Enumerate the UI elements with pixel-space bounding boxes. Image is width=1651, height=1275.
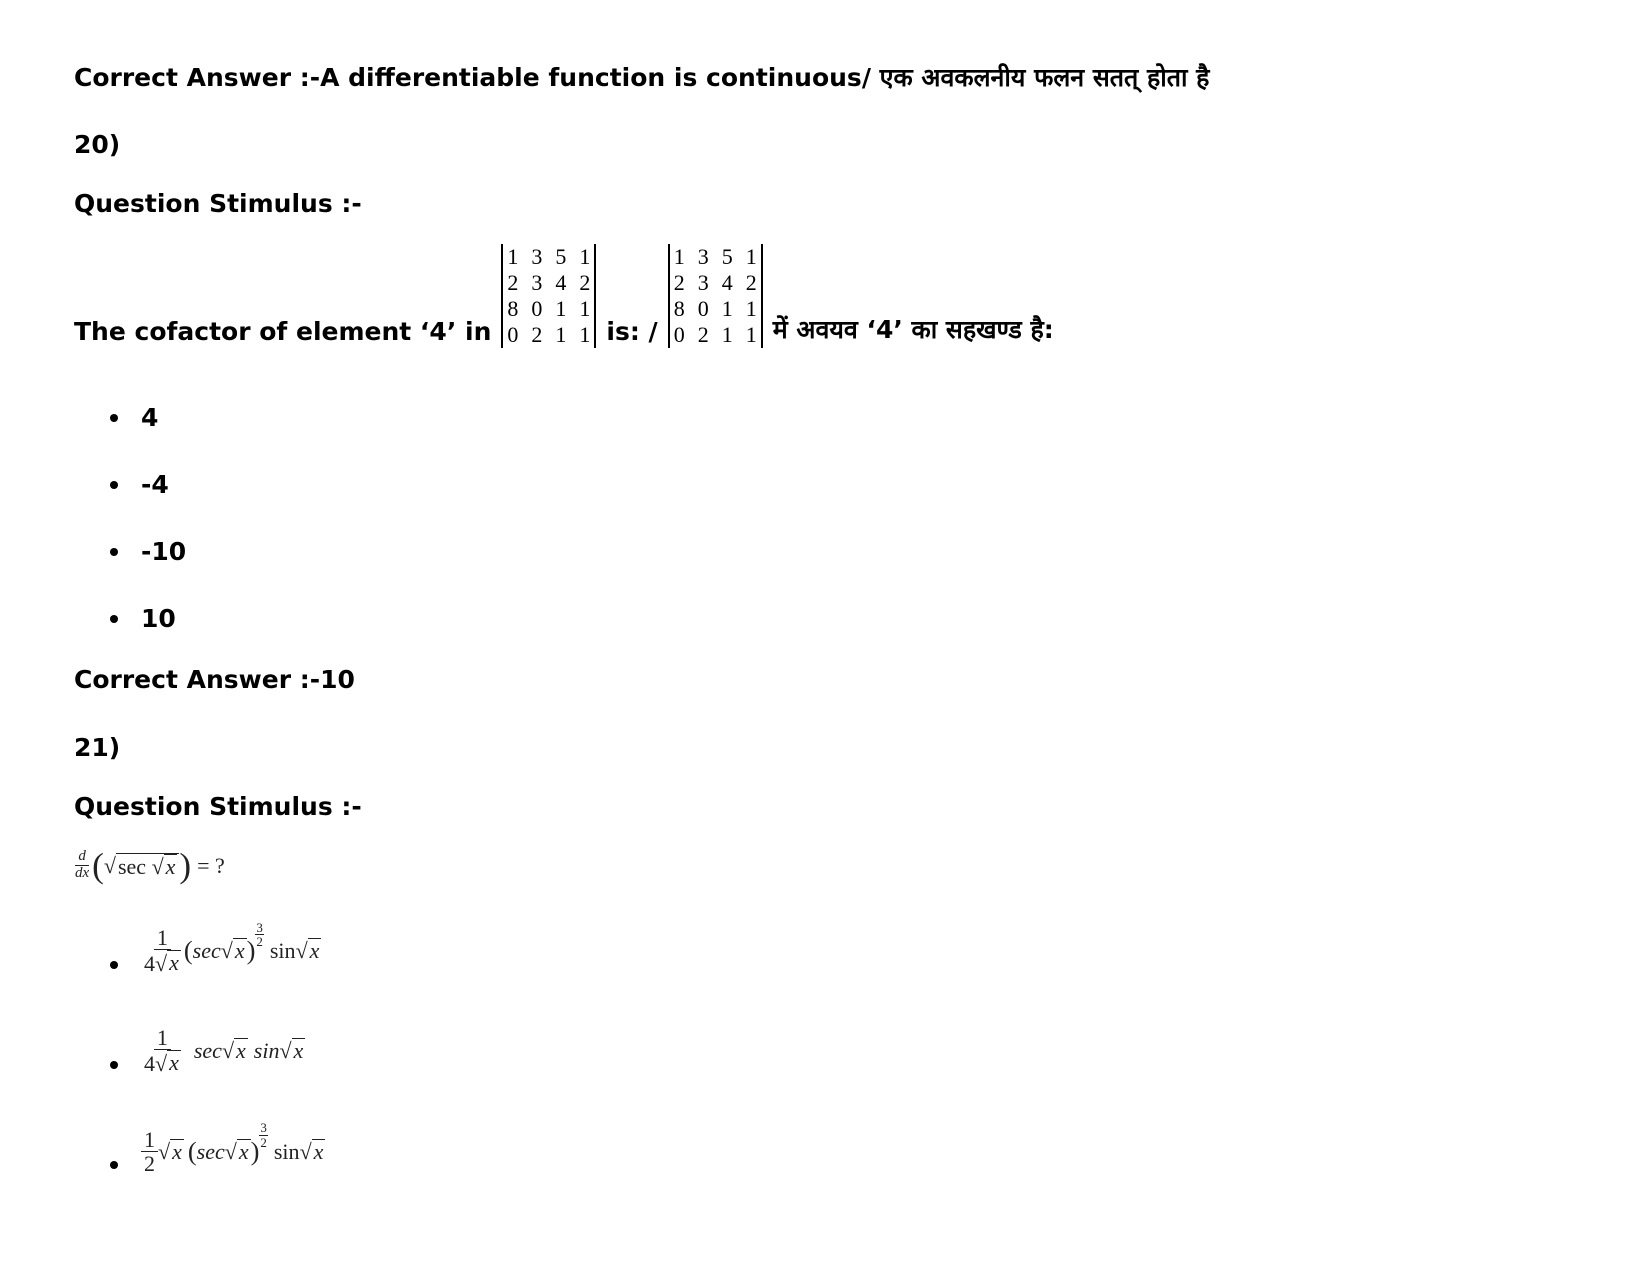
inner-sqrt: √ x	[151, 853, 176, 879]
option-text: 4	[141, 403, 159, 432]
option-item[interactable]	[110, 403, 158, 432]
matrix-row	[507, 322, 591, 348]
option-item[interactable]	[110, 537, 186, 566]
question-stimulus-label: Question Stimulus :-	[74, 792, 362, 821]
option-math: 1 4 √ x ( sec √ x ) 3 2 sin √ x	[144, 919, 320, 977]
option-item[interactable]	[110, 604, 176, 633]
answer-label: Correct Answer :-	[74, 665, 321, 694]
answer-text: A differentiable function is continuous/ एक अवकलनीय फलन सतत् होता है	[320, 63, 1210, 92]
matrix-cell: 1	[721, 322, 733, 347]
option-math: 1 4 √ x sec √ x sin √ x	[144, 1025, 304, 1077]
bullet-icon	[110, 1061, 118, 1069]
matrix-row	[674, 296, 758, 322]
option-item[interactable]	[110, 919, 321, 977]
matrix-cell: 1	[745, 244, 757, 269]
answer-value: 10	[320, 665, 355, 694]
question-text-hindi: में अवयव ‘4’ का सहखण्ड है:	[772, 315, 1054, 344]
matrix-cell: 4	[555, 270, 567, 295]
matrix-cell: 8	[507, 296, 519, 321]
matrix-row	[674, 244, 758, 270]
bullet-icon	[110, 1161, 118, 1169]
matrix-row	[507, 296, 591, 322]
question-text	[74, 244, 1054, 348]
option-text: -10	[141, 537, 187, 566]
previous-correct-answer	[74, 60, 1209, 94]
matrix-cell: 2	[673, 270, 685, 295]
bullet-icon	[110, 481, 118, 489]
matrix-cell: 1	[745, 322, 757, 347]
bullet-icon	[110, 615, 118, 623]
matrix-cell: 0	[531, 296, 543, 321]
outer-sqrt: √ sec √ x	[104, 853, 180, 879]
matrix-row	[674, 270, 758, 296]
matrix-cell: 0	[697, 296, 709, 321]
option-math: $\frac{1}{2}$ √ x ( sec √ x ) 3 2 sin √ x	[141, 1128, 325, 1175]
matrix-cell: 1	[555, 322, 567, 347]
matrix-row	[507, 244, 591, 270]
determinant-matrix	[501, 244, 596, 348]
exponent: 3 2	[256, 919, 263, 950]
matrix-cell: 3	[697, 270, 709, 295]
matrix-cell: 2	[531, 322, 543, 347]
option-text: -4	[141, 470, 169, 499]
matrix-cell: 2	[579, 270, 591, 295]
matrix-cell: 2	[507, 270, 519, 295]
matrix-cell: 3	[531, 270, 543, 295]
matrix-row	[507, 270, 591, 296]
answer-label: Correct Answer :-	[74, 63, 321, 92]
option-text: 10	[141, 604, 176, 633]
matrix-cell: 4	[721, 270, 733, 295]
bullet-icon	[110, 414, 118, 422]
question-stimulus-label: Question Stimulus :-	[74, 189, 362, 218]
matrix-cell: 3	[531, 244, 543, 269]
matrix-cell: 0	[507, 322, 519, 347]
option-item[interactable]	[110, 1026, 305, 1075]
option-item[interactable]	[110, 1120, 325, 1177]
question-text-middle: is: /	[606, 317, 658, 346]
option-item[interactable]	[110, 470, 169, 499]
matrix-row	[674, 322, 758, 348]
matrix-cell: 1	[721, 296, 733, 321]
matrix-cell: 8	[673, 296, 685, 321]
matrix-cell: 2	[697, 322, 709, 347]
question-number: 20)	[74, 130, 121, 159]
matrix-cell: 1	[555, 296, 567, 321]
matrix-cell: 2	[745, 270, 757, 295]
derivative-operator: $\frac{d}{dx}$	[75, 848, 90, 882]
exponent: 3 2	[260, 1120, 267, 1151]
question-number: 21)	[74, 733, 121, 762]
correct-answer	[74, 665, 355, 694]
matrix-cell: 1	[579, 322, 591, 347]
bullet-icon	[110, 961, 118, 969]
matrix-cell: 1	[745, 296, 757, 321]
matrix-cell: 1	[579, 244, 591, 269]
matrix-cell: 5	[555, 244, 567, 269]
derivative-expression: $\frac{d}{dx}$ ( √ sec √ x ) = ?	[72, 848, 225, 883]
question-text-before: The cofactor of element ‘4’ in	[74, 317, 492, 346]
matrix-cell: 1	[579, 296, 591, 321]
matrix-cell: 3	[697, 244, 709, 269]
matrix-cell: 1	[507, 244, 519, 269]
matrix-cell: 0	[673, 322, 685, 347]
bullet-icon	[110, 548, 118, 556]
matrix-cell: 1	[673, 244, 685, 269]
determinant-matrix-hindi	[668, 244, 763, 348]
matrix-cell: 5	[721, 244, 733, 269]
